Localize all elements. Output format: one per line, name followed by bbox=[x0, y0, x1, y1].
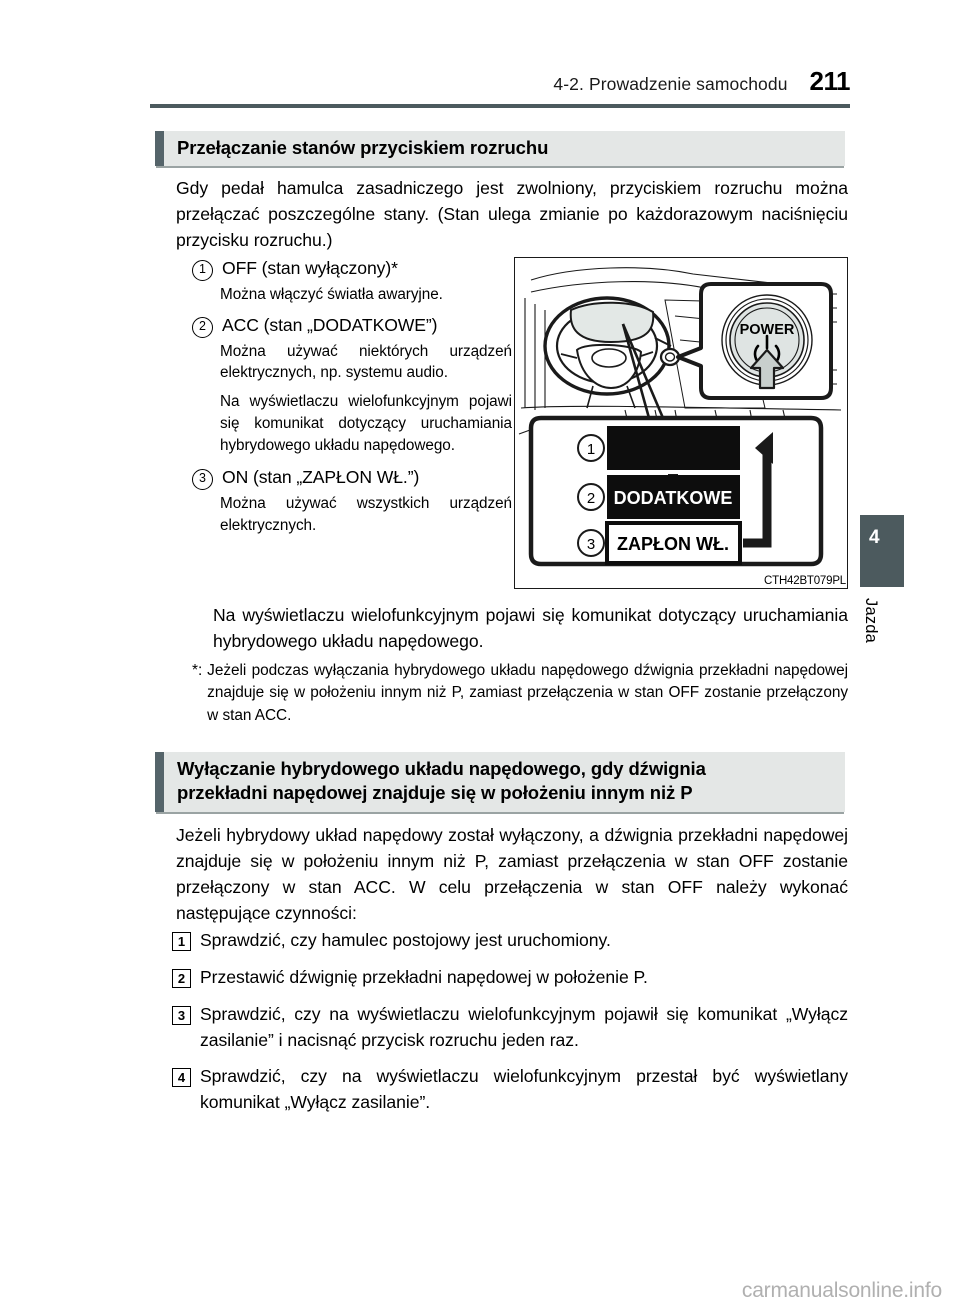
power-button-label: POWER bbox=[739, 322, 795, 338]
section2-paragraph: Jeżeli hybrydowy układ napędowy został wyłączony, a dźwignia przekładni napędowej znajduje się w położeniu innym niż P, zamiast przełączenia w stan OFF zostanie przełączony w stan ACC. W celu przełączenia w stan OFF należy wykonać następujące czynności: bbox=[176, 825, 848, 923]
header-divider bbox=[150, 104, 850, 108]
state-title-on: ON (stan „ZAPŁON WŁ.”) bbox=[222, 467, 420, 488]
state-list bbox=[192, 256, 512, 546]
section2-heading-line1: Wyłączanie hybrydowego układu napędowego, gdy dźwignia bbox=[177, 758, 706, 779]
state-title-off: OFF (stan wyłączony)* bbox=[222, 258, 398, 278]
section2-heading-line2: przekładni napędowej znajduje się w położeniu innym niż P bbox=[177, 782, 693, 804]
circled-number-2: 2 bbox=[192, 317, 213, 338]
step-number-3: 3 bbox=[172, 1006, 191, 1025]
state-desc-on: Można używać wszystkich urządzeń elektrycznych. bbox=[220, 495, 512, 535]
step-item bbox=[172, 928, 848, 954]
section-heading-text: Przełączanie stanów przyciskiem rozruchu bbox=[177, 137, 549, 158]
step-text-1: Sprawdzić, czy hamulec postojowy jest uruchomiony. bbox=[200, 930, 611, 950]
procedure-steps bbox=[172, 928, 848, 1127]
figure-circled-number-1: 1 bbox=[586, 441, 596, 458]
state-desc-acc: Można używać niektórych urządzeń elektrycznych, np. systemu audio. bbox=[220, 342, 512, 382]
state-title-acc: ACC (stan „DODATKOWE”) bbox=[222, 314, 438, 335]
step-number-4: 4 bbox=[172, 1068, 191, 1087]
step-item bbox=[172, 965, 848, 991]
state-item-off bbox=[192, 256, 512, 281]
step-item bbox=[172, 1064, 848, 1116]
step-text-2: Przestawić dźwignię przekładni napędowej w położenie P. bbox=[200, 966, 648, 987]
footnote bbox=[192, 660, 848, 727]
state-desc-acc-display: Na wyświetlaczu wielofunkcyjnym pojawi się komunikat dotyczący uruchamiania hybrydowego układu napędowego. bbox=[220, 393, 512, 454]
chapter-tab-label: Jazda bbox=[862, 598, 880, 644]
figure-start-button-states bbox=[514, 257, 848, 589]
page-header bbox=[150, 66, 850, 97]
state-desc-on-display: Na wyświetlaczu wielofunkcyjnym pojawi się komunikat dotyczący uruchamiania hybrydowego układu napędowego. bbox=[213, 605, 848, 651]
state-desc-off: Można włączyć światła awaryjne. bbox=[220, 286, 443, 303]
figure-state-label-on: ZAPŁON WŁ. bbox=[617, 534, 729, 554]
state-item-acc bbox=[192, 313, 512, 338]
figure-circled-number-2: 2 bbox=[586, 490, 596, 507]
section-heading-switching-states bbox=[155, 131, 845, 166]
circled-number-3: 3 bbox=[192, 469, 213, 490]
page-number: 211 bbox=[809, 66, 850, 96]
figure-state-label-acc: DODATKOWE bbox=[613, 488, 733, 508]
footnote-marker: *: bbox=[192, 662, 203, 679]
step-number-2: 2 bbox=[172, 969, 191, 988]
chapter-tab bbox=[860, 515, 904, 587]
section-heading-turn-off-hybrid bbox=[155, 752, 845, 812]
step-item bbox=[172, 1002, 848, 1054]
footer-watermark: carmanualsonline.info bbox=[741, 1279, 942, 1302]
step-number-1: 1 bbox=[172, 932, 191, 951]
figure-illustration bbox=[515, 258, 845, 586]
header-section-title: 4-2. Prowadzenie samochodu bbox=[553, 74, 788, 94]
heading-accent-bar-2 bbox=[155, 752, 164, 812]
figure-state-box-off bbox=[607, 426, 740, 470]
circled-number-1: 1 bbox=[192, 260, 213, 281]
heading-accent-bar bbox=[155, 131, 164, 166]
footnote-text: Jeżeli podczas wyłączania hybrydowego układu napędowego dźwignia przekładni napędowej znajduje się w położeniu innym niż P, zamiast przełączenia w stan OFF zostanie przełączony w stan ACC. bbox=[207, 662, 848, 724]
figure-circled-number-3: 3 bbox=[586, 536, 596, 553]
state-item-on bbox=[192, 465, 512, 490]
step-text-4: Sprawdzić, czy na wyświetlaczu wielofunkcyjnym przestał być wyświetlany komunikat „Wyłącz zasilanie”. bbox=[200, 1066, 848, 1113]
figure-code: CTH42BT079PL bbox=[764, 575, 846, 587]
intro-paragraph: Gdy pedał hamulca zasadniczego jest zwolniony, przyciskiem rozruchu można przełączać poszczególne stany. (Stan ulega zmianie po każdorazowym naciśnięciu przycisku rozruchu.) bbox=[176, 178, 848, 250]
step-text-3: Sprawdzić, czy na wyświetlaczu wielofunkcyjnym pojawił się komunikat „Wyłącz zasilanie” i nacisnąć przycisk rozruchu jeden raz. bbox=[200, 1003, 848, 1050]
chapter-tab-number: 4 bbox=[869, 527, 880, 548]
